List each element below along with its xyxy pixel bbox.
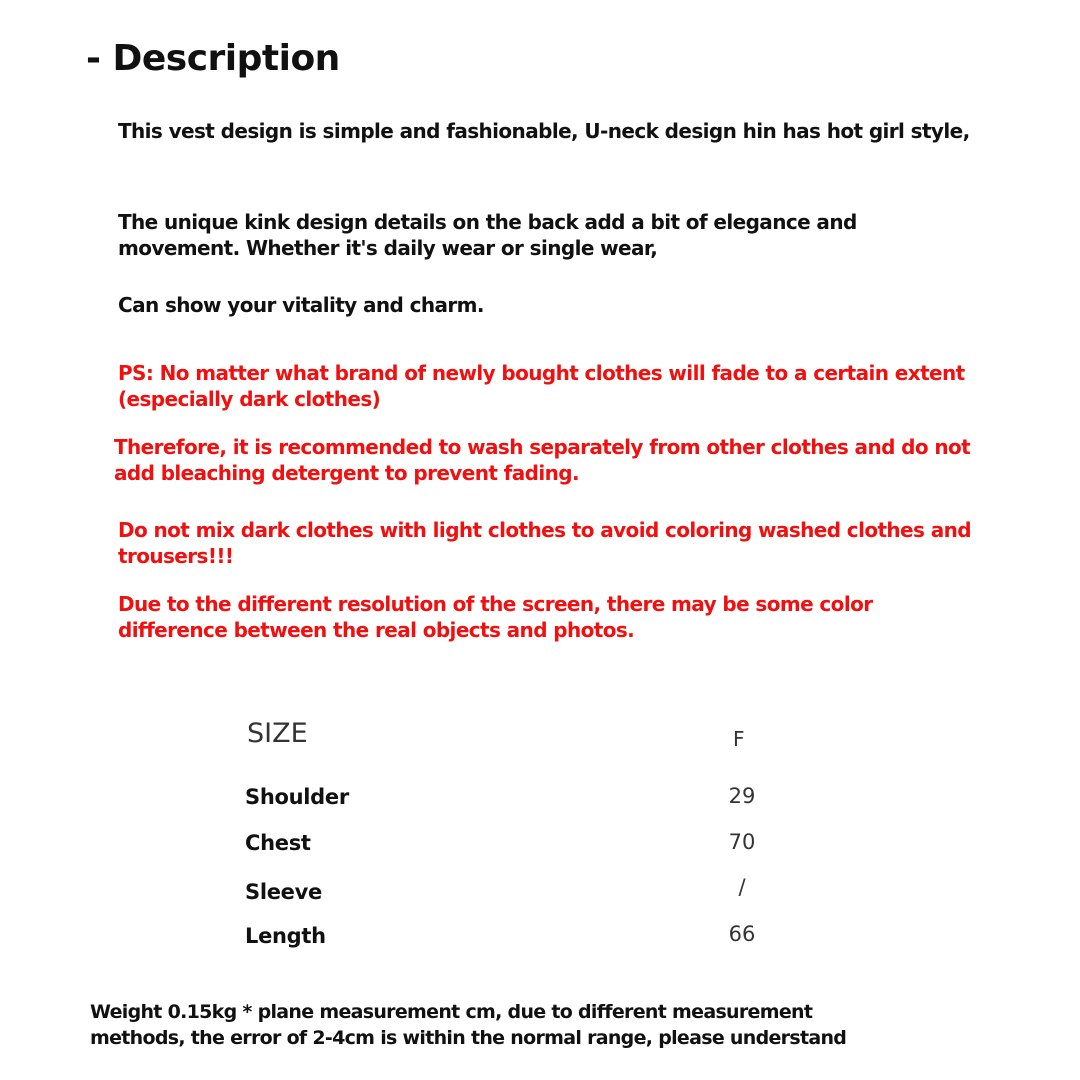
description-paragraph-3: Can show your vitality and charm. xyxy=(118,293,484,317)
size-row-label: Sleeve xyxy=(245,880,322,904)
size-table-header-value: F xyxy=(733,727,745,751)
size-row-value: 29 xyxy=(728,784,756,808)
measurement-note: Weight 0.15kg * plane measurement cm, due to different measurement methods, the error of 2-4cm is within the normal range, please understand xyxy=(90,1001,847,1049)
size-table-header-label: SIZE xyxy=(247,718,308,749)
size-row-value: 66 xyxy=(728,922,756,946)
description-paragraph-1: This vest design is simple and fashionable, U-neck design hin has hot girl style, xyxy=(118,119,970,143)
size-row-label: Length xyxy=(245,924,326,948)
care-note-wash-separately: Therefore, it is recommended to wash separately from other clothes and do not add bleaching detergent to prevent fading. xyxy=(114,435,971,485)
size-row-label: Shoulder xyxy=(245,785,349,809)
care-note-mix-colors: Do not mix dark clothes with light clothes to avoid coloring washed clothes and trousers!!! xyxy=(118,518,971,568)
care-note-fading: PS: No matter what brand of newly bought clothes will fade to a certain extent (especially dark clothes) xyxy=(118,361,965,411)
size-row-value: 70 xyxy=(728,830,756,854)
page-title: - Description xyxy=(86,38,340,79)
size-row-label: Chest xyxy=(245,831,311,855)
size-row-value: / xyxy=(738,875,746,899)
description-paragraph-2: The unique kink design details on the back add a bit of elegance and movement. Whether it's daily wear or single wear, xyxy=(118,210,857,260)
color-difference-note: Due to the different resolution of the screen, there may be some color difference between the real objects and photos. xyxy=(118,592,873,642)
